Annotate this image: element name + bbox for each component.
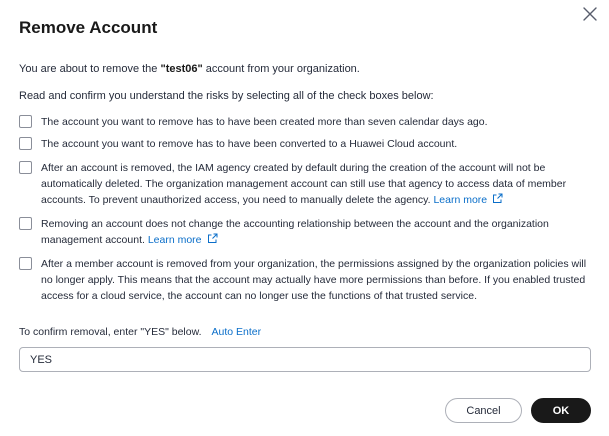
risk-check-text-4: Removing an account does not change the accounting relationship between the account and the organization management account. <box>41 218 549 246</box>
instructions-text: Read and confirm you understand the risks by selecting all of the check boxes below: <box>19 90 434 102</box>
confirm-instructions <box>19 325 261 339</box>
learn-more-link-2[interactable] <box>148 234 218 246</box>
risk-checkbox-2[interactable] <box>19 137 32 150</box>
risk-check-label-1: The account you want to remove has to have been created more than seven calendar days ago. <box>41 116 488 128</box>
ok-button[interactable]: OK <box>531 398 591 423</box>
external-link-icon <box>492 193 503 204</box>
confirm-label: To confirm removal, enter "YES" below. <box>19 326 202 338</box>
confirm-input[interactable] <box>19 347 591 372</box>
risk-check-text-3: After an account is removed, the IAM agency created by default during the creation of the account will not be automatically deleted. The organization management account can still use that agency to access data of member accounts. To prevent unauthorized access, you need to manually delete the agency. <box>41 162 567 206</box>
external-link-icon <box>207 233 218 244</box>
intro-prefix: You are about to remove the <box>19 63 161 75</box>
risk-checkbox-1[interactable] <box>19 115 32 128</box>
intro-suffix: account from your organization. <box>202 63 360 75</box>
risk-check-label-2: The account you want to remove has to have been converted to a Huawei Cloud account. <box>41 138 458 150</box>
risk-check-label-4 <box>41 216 589 248</box>
auto-enter-link[interactable]: Auto Enter <box>211 326 262 338</box>
risk-checkbox-5[interactable] <box>19 257 32 270</box>
cancel-button[interactable]: Cancel <box>445 398 522 423</box>
risk-checkbox-3[interactable] <box>19 161 32 174</box>
account-name: "test06" <box>160 63 203 75</box>
close-icon <box>580 4 600 24</box>
intro-text <box>19 62 360 76</box>
risk-check-label-5: After a member account is removed from your organization, the permissions assigned by the organization policies will no longer apply. This means that the account may actually have more permissions than before. If you enabled trusted access for a cloud service, the account can no longer use the functions of that trusted service. <box>41 258 587 302</box>
dialog-title: Remove Account <box>19 18 158 37</box>
learn-more-label-1: Learn more <box>433 194 488 206</box>
risk-check-label-3 <box>41 160 589 208</box>
risk-checkbox-4[interactable] <box>19 217 32 230</box>
close-button[interactable] <box>580 4 600 24</box>
learn-more-label-2: Learn more <box>147 234 202 246</box>
learn-more-link-1[interactable] <box>433 194 503 206</box>
